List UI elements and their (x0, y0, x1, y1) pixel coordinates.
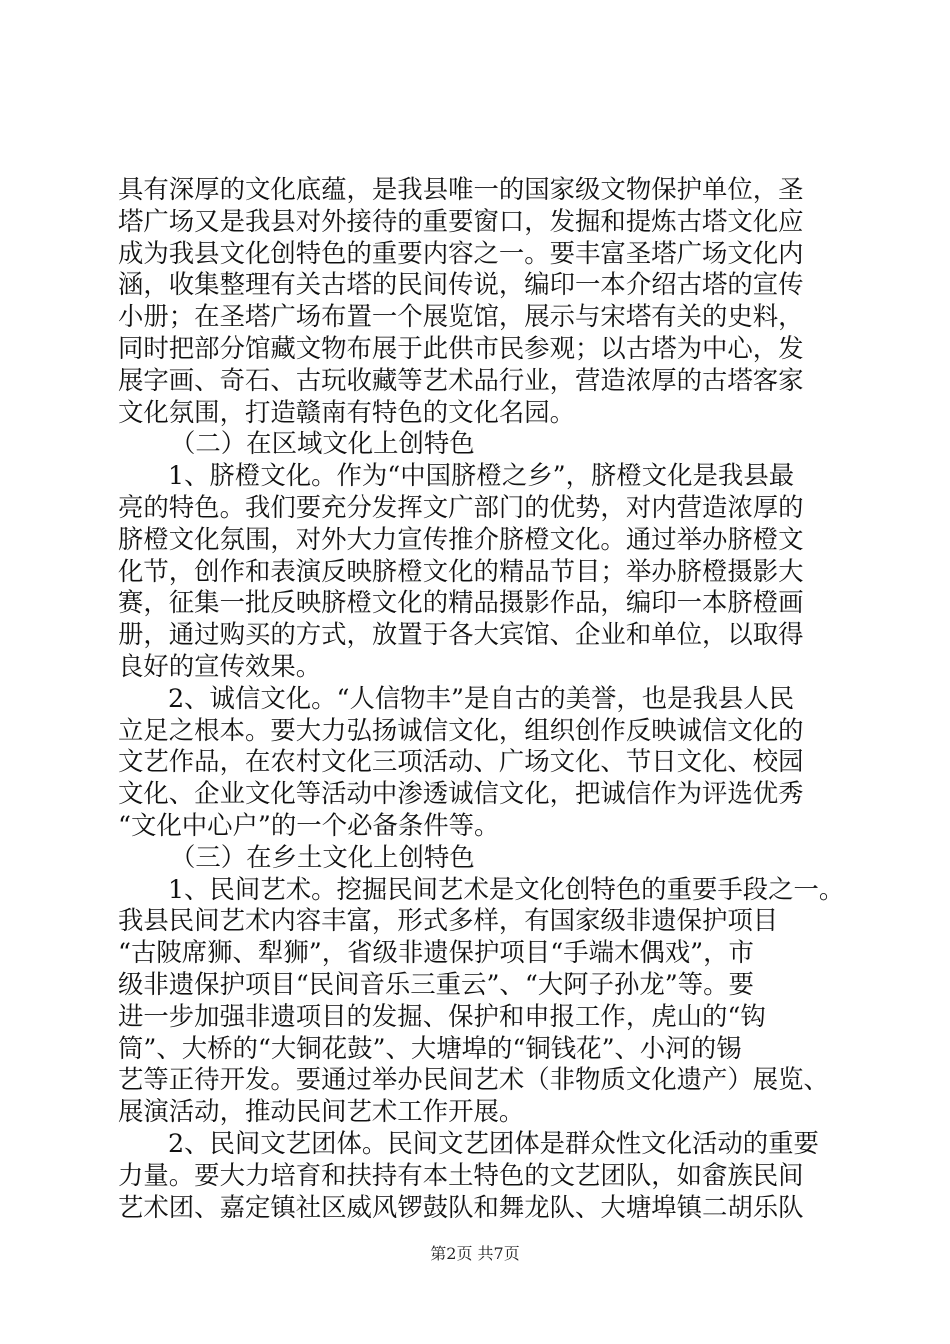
text-line: 脐橙文化氛围，对外大力宣传推介脐橙文化。通过举办脐橙文 (118, 523, 804, 554)
text-line: 级非遗保护项目“民间音乐三重云”、“大阿子孙龙”等。要 (118, 968, 754, 999)
text-line: 文化氛围，打造赣南有特色的文化名园。 (118, 396, 576, 427)
text-line: 展字画、奇石、古玩收藏等艺术品行业，营造浓厚的古塔客家 (118, 364, 804, 395)
text-line: 亮的特色。我们要充分发挥文广部门的优势，对内营造浓厚的 (118, 491, 804, 522)
text-line: 成为我县文化创特色的重要内容之一。要丰富圣塔广场文化内 (118, 237, 804, 268)
text-line: 艺术团、嘉定镇社区威风锣鼓队和舞龙队、大塘埠镇二胡乐队 (118, 1191, 804, 1222)
text-line: 立足之根本。要大力弘扬诚信文化，组织创作反映诚信文化的 (118, 714, 804, 745)
text-line: “文化中心户”的一个必备条件等。 (118, 809, 500, 840)
page-footer: 第2页 共7页 (430, 1244, 520, 1263)
section-heading: （三）在乡土文化上创特色 (170, 841, 475, 872)
text-line: 涵，收集整理有关古塔的民间传说，编印一本介绍古塔的宣传 (118, 269, 804, 300)
document-body (118, 174, 845, 1223)
text-line: 力量。要大力培育和扶持有本土特色的文艺团队，如畲族民间 (118, 1159, 804, 1190)
text-line: 2、民间文艺团体。民间文艺团体是群众性文化活动的重要 (168, 1127, 819, 1158)
text-line: 文化、企业文化等活动中渗透诚信文化，把诚信作为评选优秀 (118, 778, 804, 809)
text-line: 1、脐橙文化。作为“中国脐橙之乡”，脐橙文化是我县最 (168, 460, 795, 491)
text-line: 化节，创作和表演反映脐橙文化的精品节目；举办脐橙摄影大 (118, 555, 804, 586)
text-line: 2、诚信文化。“人信物丰”是自古的美誉，也是我县人民 (168, 682, 795, 713)
text-line: 展演活动，推动民间艺术工作开展。 (118, 1096, 525, 1127)
section-heading: （二）在区域文化上创特色 (170, 428, 475, 459)
text-line: 1、民间艺术。挖掘民间艺术是文化创特色的重要手段之一。 (168, 873, 845, 904)
text-line: 小册；在圣塔广场布置一个展览馆，展示与宋塔有关的史料， (118, 301, 804, 332)
text-line: 良好的宣传效果。 (118, 650, 322, 681)
text-line: 塔广场又是我县对外接待的重要窗口，发掘和提炼古塔文化应 (118, 205, 804, 236)
text-line: 赛，征集一批反映脐橙文化的精品摄影作品，编印一本脐橙画 (118, 587, 804, 618)
text-line: 册，通过购买的方式，放置于各大宾馆、企业和单位，以取得 (118, 619, 804, 650)
text-line: 文艺作品，在农村文化三项活动、广场文化、节日文化、校园 (118, 746, 804, 777)
text-line: 筒”、大桥的“大铜花鼓”、大塘埠的“铜钱花”、小河的锡 (118, 1032, 742, 1063)
text-line: 进一步加强非遗项目的发掘、保护和申报工作，虎山的“钩 (118, 1000, 766, 1031)
text-line: 我县民间艺术内容丰富，形式多样，有国家级非遗保护项目 (118, 905, 779, 936)
text-line: 具有深厚的文化底蕴，是我县唯一的国家级文物保护单位，圣 (118, 174, 804, 204)
text-line: “古陂席狮、犁狮”，省级非遗保护项目“手端木偶戏”，市 (118, 937, 754, 968)
text-line: 同时把部分馆藏文物布展于此供市民参观；以古塔为中心，发 (118, 332, 804, 363)
text-line: 艺等正待开发。要通过举办民间艺术（非物质文化遗产）展览、 (118, 1064, 829, 1095)
